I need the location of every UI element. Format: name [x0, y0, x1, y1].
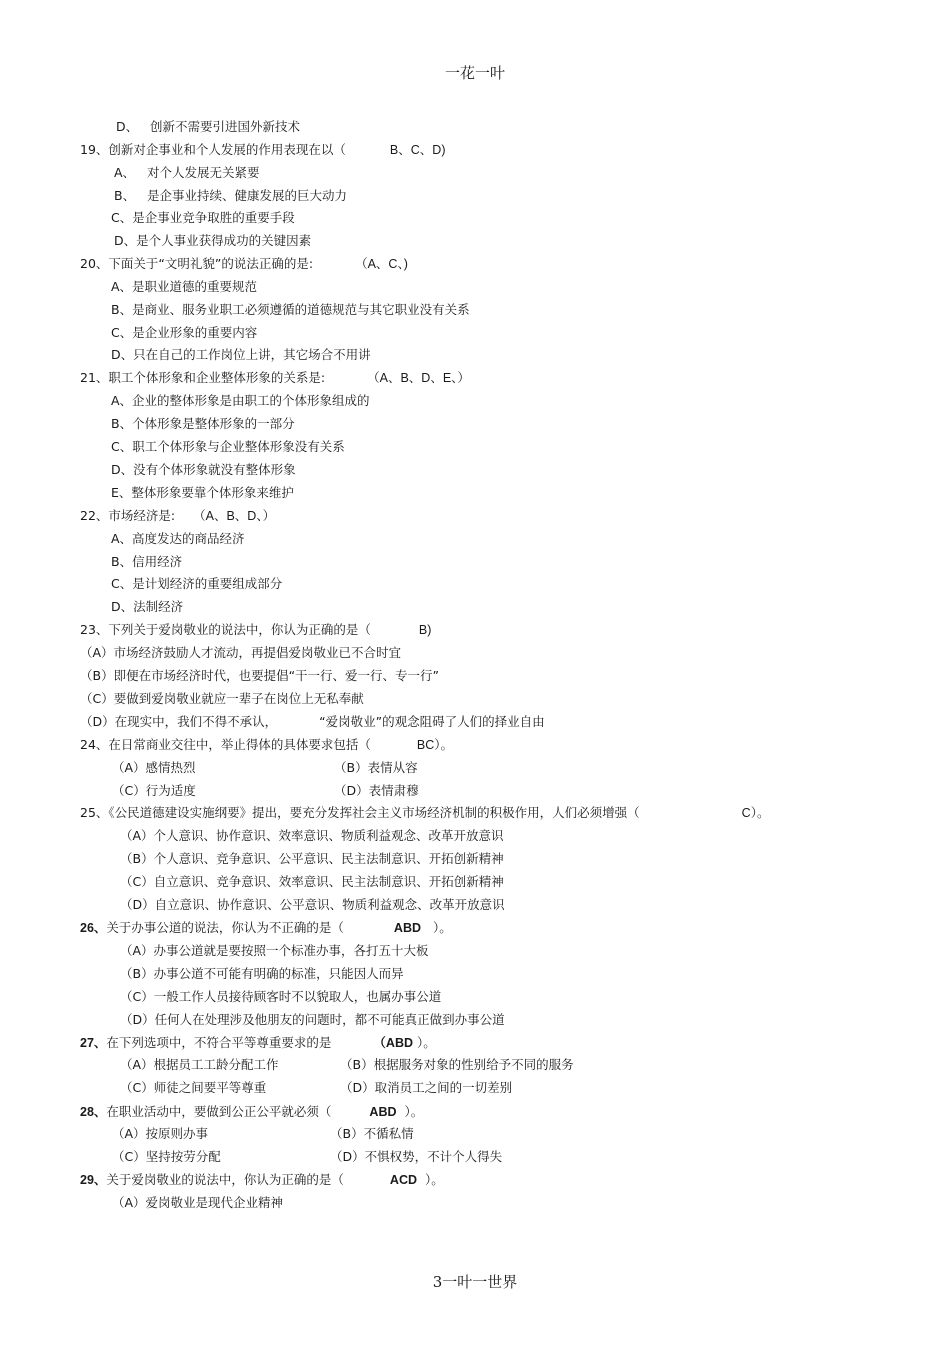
- q25-text: 《公民道德建设实施纲要》提出，要充分发挥社会主义市场经济机制的积极作用，人们必须增强（: [108, 805, 640, 820]
- q21-option-d: D、没有个体形象就没有整体形象: [111, 462, 296, 477]
- q22-stem: [80, 508, 275, 524]
- q26-option-d: （D）任何人在处理涉及他朋友的问题时，都不可能真正做到办事公道: [120, 1012, 505, 1027]
- page-footer: 3一叶一世界: [432, 1273, 518, 1291]
- q22-number: 22、: [80, 508, 109, 523]
- q28-option-a: （A）按原则办事: [112, 1126, 209, 1141]
- q29-tail: ）。: [425, 1172, 444, 1187]
- q26-option-a: （A）办事公道就是要按照一个标准办事，各打五十大板: [120, 943, 429, 958]
- q25-option-d: （D）自立意识、协作意识、公平意识、物质利益观念、改革开放意识: [120, 897, 505, 912]
- q28-number: 28、: [80, 1105, 107, 1119]
- q24-option-c: （C）行为适度: [112, 783, 196, 798]
- q26-option-c: （C）一般工作人员接待顾客时不以貌取人，也属办事公道: [120, 989, 442, 1004]
- q25-option-b: （B）个人意识、竞争意识、公平意识、民主法制意识、开拓创新精神: [120, 851, 504, 866]
- q27-tail: ）。: [417, 1035, 436, 1050]
- q23-text: 下列关于爱岗敬业的说法中，你认为正确的是（: [108, 622, 371, 637]
- q19-option-b: B、 是企事业持续、健康发展的巨大动力: [114, 188, 347, 203]
- q28-text: 在职业活动中，要做到公正公平就必须（: [106, 1104, 332, 1119]
- q20-option-d: D、只在自己的工作岗位上讲，其它场合不用讲: [111, 347, 371, 362]
- q23-option-d: [80, 714, 545, 730]
- q22-option-d: D、法制经济: [111, 599, 184, 614]
- q24-option-b: （B）表情从容: [334, 760, 418, 775]
- q24-option-a: （A）感情热烈: [112, 760, 196, 775]
- q20-option-a: A、是职业道德的重要规范: [111, 279, 258, 294]
- q23-stem: [80, 622, 431, 638]
- q20-number: 20、: [80, 256, 109, 271]
- q27-option-d: （D）取消员工之间的一切差别: [340, 1080, 513, 1095]
- q23-option-d-part2: “爱岗敬业”的观念阻碍了人们的择业自由: [319, 714, 545, 729]
- q20-option-c: C、是企业形象的重要内容: [111, 325, 258, 340]
- q25-answer: C: [741, 806, 751, 820]
- q22-option-c: C、是计划经济的重要组成部分: [111, 576, 283, 591]
- q21-answer: （A、B、D、E、）: [367, 371, 470, 385]
- q22-option-b: B、信用经济: [111, 554, 183, 569]
- q26-answer: ABD: [393, 921, 422, 935]
- q21-option-c: C、职工个体形象与企业整体形象没有关系: [111, 439, 345, 454]
- q21-stem: [80, 370, 470, 386]
- q29-option-a: （A）爱岗敬业是现代企业精神: [112, 1195, 284, 1210]
- q28-stem: [80, 1104, 423, 1120]
- q22-text: 市场经济是:: [108, 508, 176, 523]
- q21-option-b: B、个体形象是整体形象的一部分: [111, 416, 295, 431]
- q25-tail: ）。: [750, 805, 770, 820]
- q29-number: 29、: [80, 1173, 107, 1187]
- q29-answer: ACD: [389, 1173, 418, 1187]
- q23-option-b: （B）即便在市场经济时代，也要提倡“干一行、爱一行、专一行”: [80, 668, 440, 683]
- q20-option-b: B、是商业、服务业职工必须遵循的道德规范与其它职业没有关系: [111, 302, 470, 317]
- q25-stem: [80, 805, 769, 821]
- q26-option-b: （B）办事公道不可能有明确的标准，只能因人而异: [120, 966, 404, 981]
- q20-answer: （A、C、): [355, 257, 408, 271]
- page-header: 一花一叶: [444, 64, 505, 82]
- q28-tail: ）。: [404, 1104, 424, 1119]
- q27-option-c: （C）师徒之间要平等尊重: [120, 1080, 267, 1095]
- q19-stem: [80, 142, 445, 158]
- q28-option-c: （C）坚持按劳分配: [112, 1149, 221, 1164]
- q23-option-d-part1: （D）在现实中，我们不得不承认，: [80, 714, 278, 729]
- q19-number: 19、: [80, 142, 109, 157]
- q18-option-d: D、 创新不需要引进国外新技术: [116, 119, 301, 134]
- q21-text: 职工个体形象和企业整体形象的关系是:: [108, 370, 326, 385]
- q28-option-b: （B）不循私情: [330, 1126, 414, 1141]
- q27-number: 27、: [80, 1036, 107, 1050]
- q21-option-e: E、整体形象要靠个体形象来维护: [111, 485, 294, 500]
- q25-number: 25、: [80, 805, 109, 820]
- q20-stem: [80, 256, 408, 272]
- q19-option-a: A、 对个人发展无关紧要: [114, 165, 260, 180]
- q26-stem: [80, 920, 452, 936]
- q24-stem: [80, 737, 453, 753]
- q19-answer: B、C、D): [389, 143, 446, 157]
- q27-stem: [80, 1035, 436, 1051]
- q20-text: 下面关于“文明礼貌”的说法正确的是:: [108, 256, 314, 271]
- q27-option-a: （A）根据员工工龄分配工作: [120, 1057, 279, 1072]
- q21-option-a: A、企业的整体形象是由职工的个体形象组成的: [111, 393, 370, 408]
- q22-option-a: A、高度发达的商品经济: [111, 531, 245, 546]
- q24-option-d: （D）表情肃穆: [334, 783, 419, 798]
- q26-number: 26、: [80, 921, 107, 935]
- q22-answer: （A、B、D、）: [193, 509, 276, 523]
- q23-option-a: （A）市场经济鼓励人才流动，再提倡爱岗敬业已不合时宜: [80, 645, 402, 660]
- q28-answer: ABD: [369, 1105, 397, 1119]
- q25-option-c: （C）自立意识、竞争意识、效率意识、民主法制意识、开拓创新精神: [120, 874, 504, 889]
- q19-option-c: C、是企事业竞争取胜的重要手段: [111, 210, 295, 225]
- q26-tail: ）。: [433, 920, 452, 935]
- q24-text: 在日常商业交往中，举止得体的具体要求包括（: [108, 737, 371, 752]
- q24-answer: BC: [416, 738, 435, 752]
- q23-answer: B): [418, 623, 432, 637]
- q24-tail: ）。: [434, 737, 454, 752]
- q21-number: 21、: [80, 370, 109, 385]
- q23-option-c: （C）要做到爱岗敬业就应一辈子在岗位上无私奉献: [80, 691, 364, 706]
- q27-answer: （ABD: [373, 1036, 414, 1050]
- q26-text: 关于办事公道的说法，你认为不正确的是（: [106, 920, 344, 935]
- q29-stem: [80, 1172, 444, 1188]
- q19-text: 创新对企事业和个人发展的作用表现在以（: [108, 142, 346, 157]
- q29-text: 关于爱岗敬业的说法中，你认为正确的是（: [106, 1172, 344, 1187]
- q23-number: 23、: [80, 622, 109, 637]
- q25-option-a: （A）个人意识、协作意识、效率意识、物质利益观念、改革开放意识: [120, 828, 504, 843]
- q28-option-d: （D）不惧权势，不计个人得失: [330, 1149, 503, 1164]
- q27-option-b: （B）根据服务对象的性别给予不同的服务: [340, 1057, 574, 1072]
- q24-number: 24、: [80, 737, 109, 752]
- q19-option-d: D、是个人事业获得成功的关键因素: [114, 233, 312, 248]
- q27-text: 在下列选项中，不符合平等尊重要求的是: [106, 1035, 332, 1050]
